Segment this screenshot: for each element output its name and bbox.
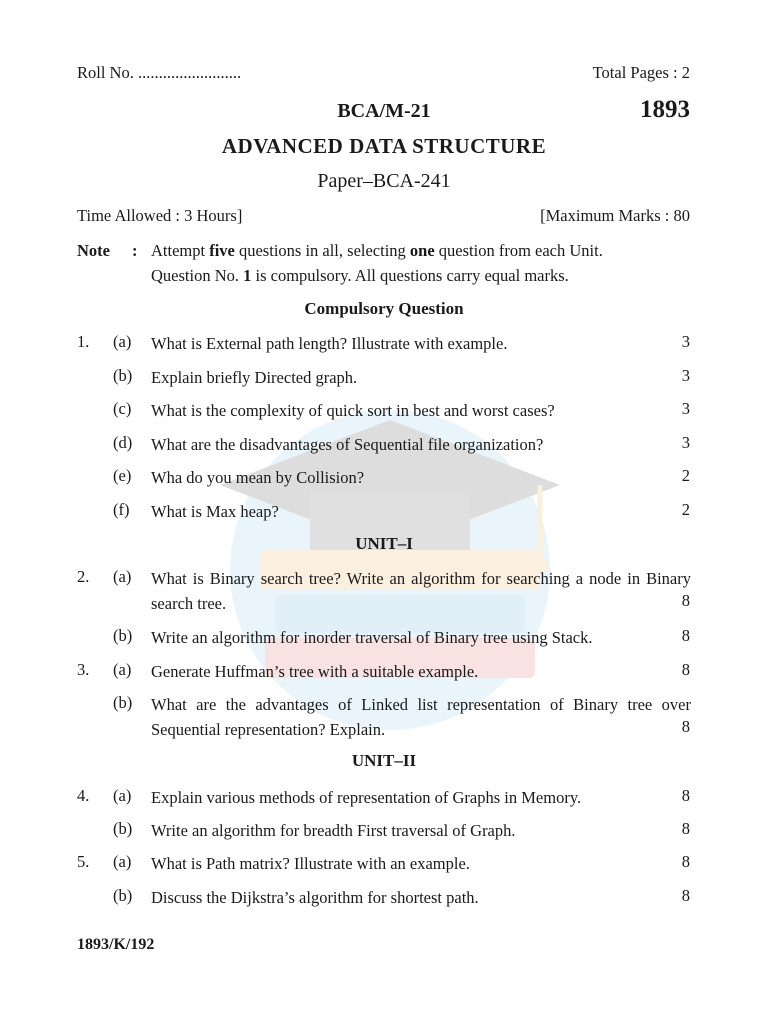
question-number: 2. <box>77 567 90 586</box>
question-text: What is Max heap? <box>151 502 279 521</box>
question-marks: 3 <box>681 399 690 418</box>
question-part: (b) <box>113 886 133 905</box>
roll-number: Roll No. ......................... <box>77 63 242 82</box>
question-marks: 8 <box>681 660 690 679</box>
question-text: Generate Huffman’s tree with a suitable example. <box>151 662 479 681</box>
question-part: (a) <box>113 786 132 805</box>
question-marks: 8 <box>681 786 690 805</box>
question-text: What is the complexity of quick sort in best and worst cases? <box>151 401 555 420</box>
note-colon: : <box>132 241 138 260</box>
question-text: What is Binary search tree? Write an algorithm for searching a node in Binary search tree. <box>151 569 691 613</box>
question-marks: 8 <box>681 886 690 905</box>
section-unit-1-heading: UNIT–I <box>355 534 413 553</box>
question-part: (c) <box>113 399 132 418</box>
question-number: 1. <box>77 332 90 351</box>
question-marks: 8 <box>681 852 690 871</box>
note-label: Note <box>77 241 110 260</box>
question-text: Explain various methods of representation of Graphs in Memory. <box>151 788 582 807</box>
question-part: (f) <box>113 500 130 519</box>
question-marks: 8 <box>681 591 690 610</box>
maximum-marks: [Maximum Marks : 80 <box>540 206 690 225</box>
question-part: (d) <box>113 433 133 452</box>
question-marks: 3 <box>681 332 690 351</box>
question-marks: 8 <box>681 626 690 645</box>
question-part: (b) <box>113 819 133 838</box>
question-part: (a) <box>113 852 132 871</box>
question-number: 4. <box>77 786 90 805</box>
question-part: (b) <box>113 693 133 712</box>
question-marks: 2 <box>681 466 690 485</box>
question-text: What is External path length? Illustrate with example. <box>151 334 508 353</box>
subject-title: ADVANCED DATA STRUCTURE <box>221 134 547 158</box>
section-compulsory-heading: Compulsory Question <box>304 299 464 318</box>
question-text: What are the disadvantages of Sequential file organization? <box>151 435 544 454</box>
question-part: (a) <box>113 567 132 586</box>
question-part: (e) <box>113 466 132 485</box>
question-marks: 8 <box>681 717 690 736</box>
question-part: (b) <box>113 366 133 385</box>
footer-code: 1893/K/192 <box>77 936 155 953</box>
question-text: What is Path matrix? Illustrate with an example. <box>151 854 470 873</box>
question-text: Write an algorithm for breadth First traversal of Graph. <box>151 821 516 840</box>
paper-code: Paper–BCA-241 <box>317 170 451 192</box>
course-code: BCA/M-21 <box>337 100 431 122</box>
question-number: 5. <box>77 852 90 871</box>
question-number: 3. <box>77 660 90 679</box>
note-line-2: Question No. 1 is compulsory. All questions carry equal marks. <box>151 266 569 285</box>
question-text: Wha do you mean by Collision? <box>151 468 365 487</box>
question-marks: 3 <box>681 366 690 385</box>
question-part: (a) <box>113 660 132 679</box>
question-marks: 8 <box>681 819 690 838</box>
total-pages: Total Pages : 2 <box>592 63 690 82</box>
question-marks: 2 <box>681 500 690 519</box>
paper-number: 1893 <box>640 96 690 123</box>
question-text: Explain briefly Directed graph. <box>151 368 358 387</box>
question-part: (a) <box>113 332 132 351</box>
question-marks: 3 <box>681 433 690 452</box>
question-text: Write an algorithm for inorder traversal of Binary tree using Stack. <box>151 628 593 647</box>
note-line-1: Attempt five questions in all, selecting one question from each Unit. <box>151 241 603 260</box>
question-text: What are the advantages of Linked list representation of Binary tree over Sequential representation? Explain. <box>151 695 691 739</box>
time-allowed: Time Allowed : 3 Hours] <box>77 206 243 225</box>
section-unit-2-heading: UNIT–II <box>351 751 417 770</box>
question-part: (b) <box>113 626 133 645</box>
question-text: Discuss the Dijkstra’s algorithm for shortest path. <box>151 888 479 907</box>
